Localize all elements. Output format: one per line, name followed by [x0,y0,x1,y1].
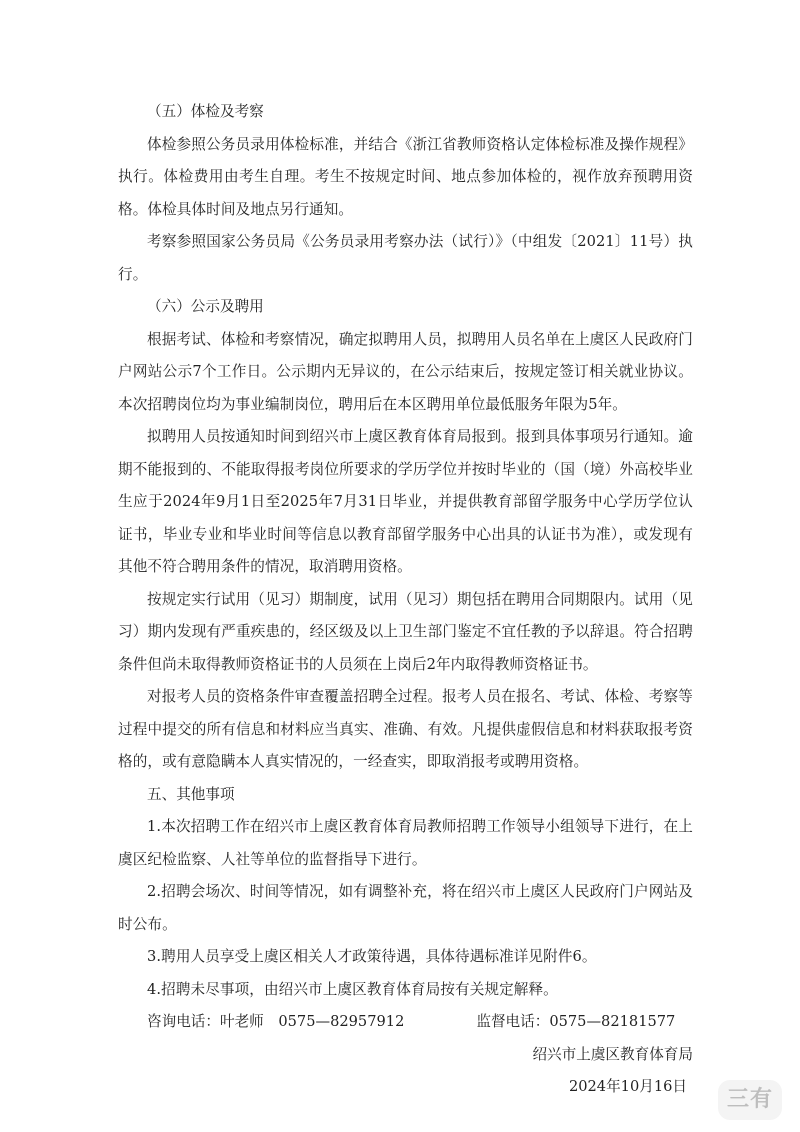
paragraph-publicity: 根据考试、体检和考察情况，确定拟聘用人员，拟聘用人员名单在上虞区人民政府门户网站公示7个工作日。公示期内无异议的，在公示结束后，按规定签订相关就业协议。本次招聘岗位均为事业编制岗位，聘用后在本区聘用单位最低服务年限为5年。 [118,330,693,413]
paragraph-medical-exam: 体检参照公务员录用体检标准，并结合《浙江省教师资格认定体检标准及操作规程》执行。体检费用由考生自理。考生不按规定时间、地点参加体检的，视作放弃预聘用资格。体检具体时间及地点另行通知。 [118,135,693,218]
supervise-phone: 监督电话：0575—82181577 [476,1013,676,1030]
list-item-4: 4.招聘未尽事项，由绍兴市上虞区教育体育局按有关规定解释。 [147,980,558,998]
paragraph-probation: 按规定实行试用（见习）期制度，试用（见习）期包括在聘用合同期限内。试用（见习）期内发现有严重疾患的，经区级及以上卫生部门鉴定不宜任教的予以辞退。符合招聘条件但尚未取得教师资格证书的人员须在上岗后2年内取得教师资格证书。 [118,590,693,673]
signature-date: 2024年10月16日 [568,1078,687,1095]
paragraph-qualification-review: 对报考人员的资格条件审查覆盖招聘全过程。报考人员在报名、考试、体检、考察等过程中提交的所有信息和材料应当真实、准确、有效。凡提供虚假信息和材料获取报考资格的，或有意隐瞒本人真实情况的，一经查实，即取消报考或聘用资格。 [118,688,693,770]
list-item-3: 3.聘用人员享受上虞区相关人才政策待遇，具体待遇标准详见附件6。 [147,948,597,965]
paragraph-inspection: 考察参照国家公务员局《公务员录用考察办法（试行）》（中组发〔2021〕11号）执行。 [118,233,693,283]
paragraph-report: 拟聘用人员按通知时间到绍兴市上虞区教育体育局报到。报到具体事项另行通知。逾期不能报到的、不能取得报考岗位所要求的学历学位并按时毕业的（国（境）外高校毕业生应于2024年9月1日至2025年7月31日毕业，并提供教育部留学服务中心学历学位认证书，毕业专业和毕业时间等信息以教育部留学服务中心出具的认证书为准），或发现有其他不符合聘用条件的情况，取消聘用资格。 [118,428,693,575]
list-item-2: 2.招聘会场次、时间等情况，如有调整补充，将在绍兴市上虞区人民政府门户网站及时公布。 [118,883,693,933]
list-item-1: 1.本次招聘工作在绍兴市上虞区教育体育局教师招聘工作领导小组领导下进行，在上虞区纪检监察、人社等单位的监督指导下进行。 [118,818,693,868]
signature-org: 绍兴市上虞区教育体育局 [532,1045,693,1063]
consult-phone: 咨询电话：叶老师 0575—82957912 [147,1013,405,1030]
section-heading-other: 五、其他事项 [147,785,235,803]
watermark-logo: 三有 [718,1080,782,1120]
contact-row [118,1006,693,1039]
section-heading-publicity: （六）公示及聘用 [147,298,264,315]
document-body [118,96,693,1104]
section-heading-medical-exam: （五）体检及考察 [147,103,264,120]
